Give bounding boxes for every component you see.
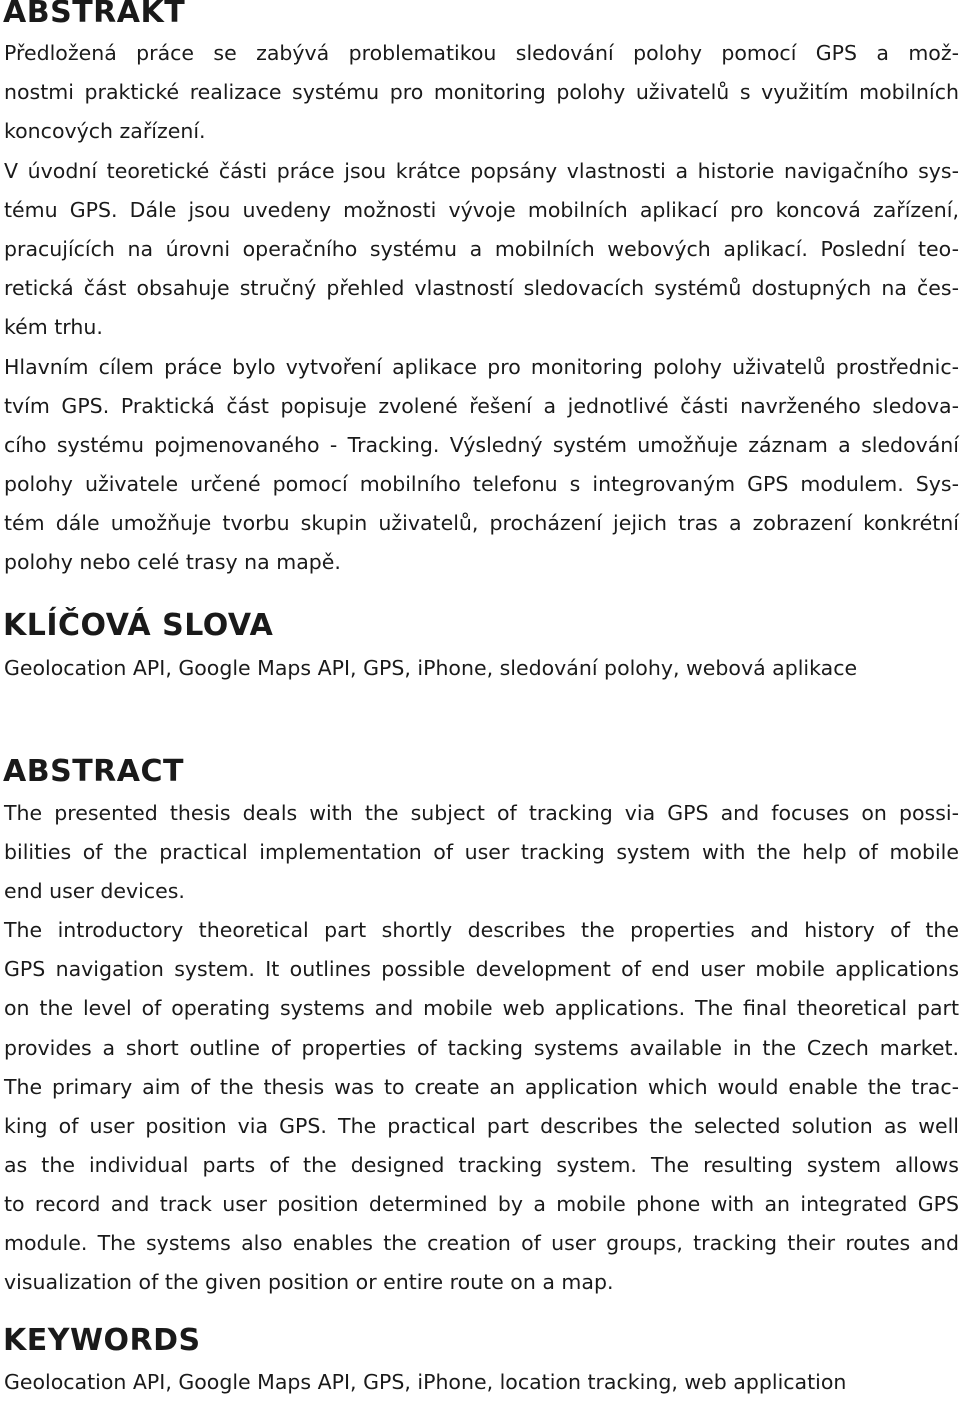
english-line: on the level of operating systems and mobile web applications. The final theoretical part	[4, 996, 959, 1020]
english-line: to record and track user position determined by a mobile phone with an integrated GPS	[4, 1192, 959, 1216]
english-line: module. The systems also enables the creation of user groups, tracking their routes and	[4, 1231, 959, 1255]
keywords-heading: KEYWORDS	[3, 1323, 201, 1358]
english-line: The primary aim of the thesis was to create an application which would enable the trac-	[4, 1075, 959, 1099]
czech-line: polohy uživatele určené pomocí mobilního telefonu s integrovaným GPS modulem. Sys-	[4, 472, 959, 496]
english-line: visualization of the given position or entire route on a map.	[4, 1270, 614, 1294]
english-line: GPS navigation system. It outlines possible development of end user mobile applications	[4, 957, 959, 981]
czech-line: cího systému pojmenovaného - Tracking. Výsledný systém umožňuje záznam a sledování	[4, 433, 959, 457]
english-line: bilities of the practical implementation of user tracking system with the help of mobile	[4, 840, 959, 864]
abstract-heading: ABSTRACT	[3, 754, 184, 789]
english-line: as the individual parts of the designed tracking system. The resulting system allows	[4, 1153, 959, 1177]
czech-line: Hlavním cílem práce bylo vytvoření aplikace pro monitoring polohy uživatelů prostřednic-	[4, 355, 959, 379]
czech-line: nostmi praktické realizace systému pro monitoring polohy uživatelů s využitím mobilních	[4, 80, 959, 104]
english-line: The introductory theoretical part shortly describes the properties and history of the	[4, 918, 959, 942]
english-line: provides a short outline of properties of tacking systems available in the Czech market.	[4, 1036, 959, 1060]
abstrakt-heading: ABSTRAKT	[3, 0, 186, 30]
czech-line: V úvodní teoretické části práce jsou krátce popsány vlastnosti a historie navigačního sys-	[4, 159, 959, 183]
czech-line: tvím GPS. Praktická část popisuje zvolené řešení a jednotlivé části navrženého sledova-	[4, 394, 959, 418]
english-line: end user devices.	[4, 879, 185, 903]
czech-line: Předložená práce se zabývá problematikou sledování polohy pomocí GPS a mož-	[4, 41, 959, 65]
czech-line: polohy nebo celé trasy na mapě.	[4, 550, 341, 574]
czech-line: retická část obsahuje stručný přehled vlastností sledovacích systémů dostupných na čes-	[4, 276, 959, 300]
czech-line: tému GPS. Dále jsou uvedeny možnosti vývoje mobilních aplikací pro koncová zařízení,	[4, 198, 959, 222]
klicova-slova-heading: KLÍČOVÁ SLOVA	[3, 608, 274, 643]
czech-keywords: Geolocation API, Google Maps API, GPS, iPhone, sledování polohy, webová aplikace	[4, 656, 858, 680]
czech-line: pracujících na úrovni operačního systému a mobilních webových aplikací. Poslední teo-	[4, 237, 959, 261]
english-line: The presented thesis deals with the subject of tracking via GPS and focuses on possi-	[4, 801, 959, 825]
czech-line: koncových zařízení.	[4, 119, 206, 143]
czech-line: kém trhu.	[4, 315, 103, 339]
czech-line: tém dále umožňuje tvorbu skupin uživatelů, procházení jejich tras a zobrazení konkrétní	[4, 511, 959, 535]
english-line: king of user position via GPS. The practical part describes the selected solution as well	[4, 1114, 959, 1138]
english-keywords: Geolocation API, Google Maps API, GPS, iPhone, location tracking, web application	[4, 1370, 847, 1394]
